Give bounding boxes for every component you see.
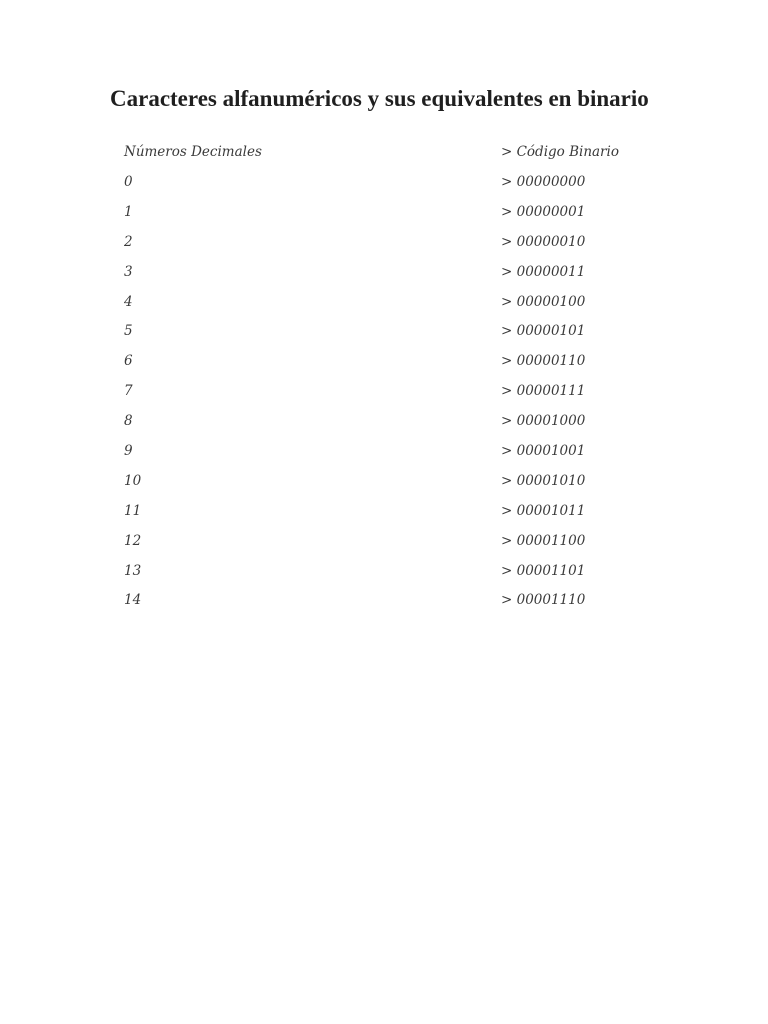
table-row [124,291,644,321]
table-row [124,530,644,560]
decimal-value: 14 [124,592,142,609]
table-row [124,589,644,619]
binary-value: > 00000001 [501,203,586,220]
binary-value: > 00001000 [501,413,586,430]
table-row [124,380,644,410]
binary-value: > 00000111 [501,383,586,400]
binary-value: > 00001100 [501,532,586,549]
binary-value: > 00000101 [501,323,586,340]
binary-value: > 00001101 [501,562,586,579]
table-row [124,500,644,530]
decimal-value: 4 [124,293,133,310]
binary-value: > 00000110 [501,353,586,370]
table-row [124,231,644,261]
decimal-value: 13 [124,562,142,579]
binary-value: > 00001110 [501,592,586,609]
decimal-value: 7 [124,383,133,400]
decimal-value: 5 [124,323,133,340]
binary-value: > 00001011 [501,502,586,519]
decimal-value: 6 [124,353,133,370]
table-header [124,141,644,171]
binary-value: > 00001001 [501,443,586,460]
table-row [124,560,644,590]
binary-column-header: > Código Binario [501,144,619,160]
decimal-value: 3 [124,263,133,280]
binary-value: > 00000100 [501,293,586,310]
table-row [124,201,644,231]
binary-table [124,141,644,619]
table-row [124,261,644,291]
table-row [124,470,644,500]
page-title: Caracteres alfanuméricos y sus equivalentes en binario [110,86,649,111]
decimal-value: 11 [124,502,142,519]
table-row [124,171,644,201]
table-row [124,410,644,440]
binary-value: > 00000000 [501,174,586,190]
decimal-column-header: Números Decimales [124,144,262,160]
decimal-value: 12 [124,532,142,549]
table-row [124,350,644,380]
decimal-value: 9 [124,443,133,460]
binary-value: > 00000010 [501,233,586,250]
decimal-value: 2 [124,233,133,250]
table-row [124,320,644,350]
decimal-value: 1 [124,203,133,220]
binary-value: > 00001010 [501,472,586,489]
binary-value: > 00000011 [501,263,586,280]
decimal-value: 10 [124,472,142,489]
table-row [124,440,644,470]
decimal-value: 8 [124,413,133,430]
decimal-value: 0 [124,174,133,190]
